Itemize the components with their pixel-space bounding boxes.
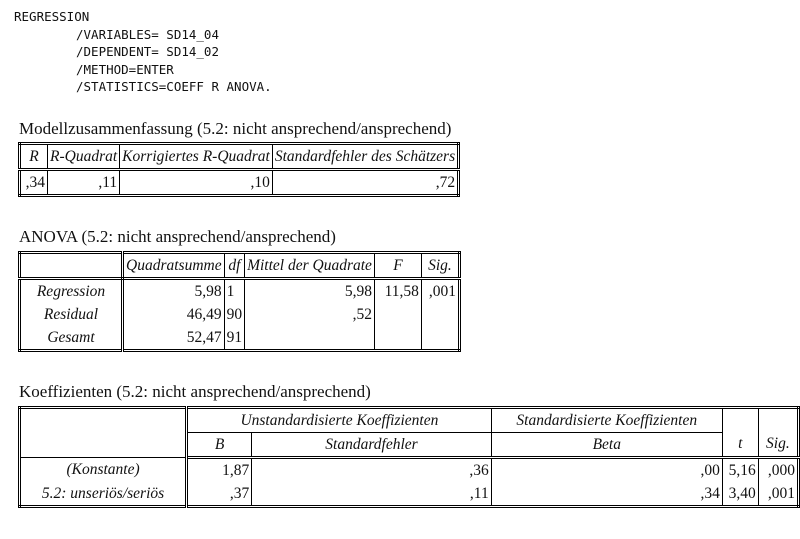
value-cell: 5,98 <box>245 279 375 304</box>
value-cell: 46,49 <box>123 303 225 326</box>
header-cell: F <box>374 253 421 279</box>
value-cell: ,36 <box>252 458 491 483</box>
coefficients-table <box>18 406 800 508</box>
value-cell <box>374 326 421 351</box>
table-row <box>20 458 799 483</box>
value-cell: 3,40 <box>722 482 758 507</box>
value-cell: ,34 <box>20 170 48 196</box>
header-cell: Sig. <box>421 253 459 279</box>
header-cell: Standardfehler <box>252 433 491 458</box>
syntax-line: /STATISTICS=COEFF R ANOVA. <box>76 79 272 94</box>
value-cell <box>374 303 421 326</box>
value-cell: ,11 <box>48 170 120 196</box>
header-cell-empty <box>758 408 798 433</box>
value-cell: ,00 <box>491 458 722 483</box>
value-cell: ,001 <box>421 279 459 304</box>
table-header-row <box>20 408 799 433</box>
table-row <box>20 303 460 326</box>
table-row <box>20 326 460 351</box>
value-cell: ,52 <box>245 303 375 326</box>
row-label: Gesamt <box>20 326 123 351</box>
header-cell: Korrigiertes R-Quadrat <box>120 144 273 170</box>
model-summary-caption: Modellzusammenfassung (5.2: nicht ansprechend/ansprechend) <box>19 119 452 138</box>
coefficients-caption: Koeffizienten (5.2: nicht ansprechend/ansprechend) <box>19 382 371 401</box>
value-cell: 90 <box>224 303 245 326</box>
header-cell-group: Standardisierte Koeffizienten <box>491 408 722 433</box>
table-header-row <box>20 253 460 279</box>
table-row <box>20 482 799 507</box>
row-label: 5.2: unseriös/seriös <box>20 482 187 507</box>
row-label: (Konstante) <box>20 458 187 483</box>
regression-syntax <box>14 8 272 96</box>
header-cell-empty <box>722 408 758 433</box>
value-cell: 1 <box>224 279 245 304</box>
header-cell: Sig. <box>758 433 798 458</box>
value-cell: ,34 <box>491 482 722 507</box>
header-cell: t <box>722 433 758 458</box>
value-cell: ,10 <box>120 170 273 196</box>
syntax-line: /METHOD=ENTER <box>76 61 174 77</box>
anova-caption: ANOVA (5.2: nicht ansprechend/ansprechend) <box>19 227 336 246</box>
value-cell <box>245 326 375 351</box>
header-cell: B <box>187 433 252 458</box>
value-cell: ,11 <box>252 482 491 507</box>
value-cell: ,000 <box>758 458 798 483</box>
row-label: Residual <box>20 303 123 326</box>
header-cell: Quadratsumme <box>123 253 225 279</box>
header-cell: Mittel der Quadrate <box>245 253 375 279</box>
syntax-line: /DEPENDENT= SD14_02 <box>76 44 219 59</box>
row-label: Regression <box>20 279 123 304</box>
model-summary-table <box>18 142 460 197</box>
value-cell: 11,58 <box>374 279 421 304</box>
header-cell: Beta <box>491 433 722 458</box>
header-cell: R <box>20 144 48 170</box>
table-row <box>20 170 459 196</box>
header-cell-group: Unstandardisierte Koeffizienten <box>187 408 492 433</box>
value-cell: 1,87 <box>187 458 252 483</box>
syntax-line: /VARIABLES= SD14_04 <box>76 26 219 42</box>
header-cell: R-Quadrat <box>48 144 120 170</box>
value-cell: ,72 <box>272 170 458 196</box>
value-cell: ,001 <box>758 482 798 507</box>
syntax-line: REGRESSION <box>14 9 90 24</box>
value-cell <box>421 326 459 351</box>
value-cell: 5,16 <box>722 458 758 483</box>
value-cell: ,37 <box>187 482 252 507</box>
value-cell: 5,98 <box>123 279 225 304</box>
table-row <box>20 279 460 304</box>
value-cell <box>421 303 459 326</box>
header-cell-empty <box>20 408 187 458</box>
table-header-row <box>20 144 459 170</box>
anova-table <box>18 251 461 352</box>
value-cell: 52,47 <box>123 326 225 351</box>
header-cell: df <box>224 253 245 279</box>
header-cell <box>20 253 123 279</box>
value-cell: 91 <box>224 326 245 351</box>
header-cell: Standardfehler des Schätzers <box>272 144 458 170</box>
